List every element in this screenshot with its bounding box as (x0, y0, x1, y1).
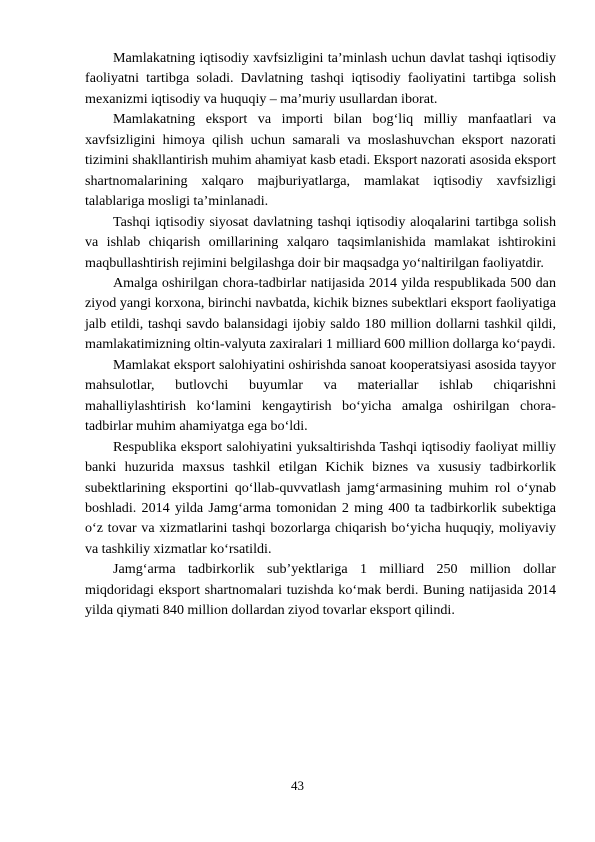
paragraph-5: Mamlakat eksport salohiyatini oshirishda sanoat kooperatsiyasi asosida tayyor mahsulotlar, butlovchi buyumlar va materiallar ishlab chiqarishni mahalliylashtirish ko‘lamini kengaytirish bo‘yicha amalga oshirilgan chora-tadbirlar muhim ahamiyatga ega bo‘ldi. (85, 356, 556, 435)
paragraph-1: Mamlakatning iqtisodiy xavfsizligini taʼminlash uchun davlat tashqi iqtisodiy faoliyatni tartibga soladi. Davlatning tashqi iqtisodiy faoliyatini tartibga solish mexanizmi iqtisodiy va huquqiy – maʼmuriy usullardan iborat. (85, 50, 556, 107)
paragraph-7: Jamg‘arma tadbirkorlik subʼyektlariga 1 milliard 250 million dollar miqdoridagi eksport shartnomalari tuzishda ko‘mak berdi. Buning natijasida 2014 yilda qiymati 840 million dollardan ziyod tovarlar eksport qilindi. (85, 561, 556, 619)
paragraph-6: Respublika eksport salohiyatini yuksaltirishda Tashqi iqtisodiy faoliyat milliy banki huzurida maxsus tashkil etilgan Kichik biznes va xususiy tadbirkorlik subektlarining eksportini qo‘llab-quvvatlash jamg‘armasining muhim rol o‘ynab boshladi. 2014 yilda Jamg‘arma tomonidan 2 ming 400 ta tadbirkorlik subektiga o‘z tovar va xizmatlarini tashqi bozorlarga chiqarish bo‘yicha huquqiy, moliyaviy va tashkiliy xizmatlar ko‘rsatildi. (85, 438, 556, 557)
paragraph-2: Mamlakatning eksport va importi bilan bog‘liq milliy manfaatlari va xavfsizligini himoya qilish uchun samarali va moslashuvchan eksport nazorati tizimini shakllantirish muhim ahamiyat kasb etadi. Eksport nazorati asosida eksport shartnomalarining xalqaro majburiyatlarga, mamlakat iqtisodiy xavfsizligi talablariga mosligi taʼminlanadi. (85, 111, 556, 210)
paragraph-3: Tashqi iqtisodiy siyosat davlatning tashqi iqtisodiy aloqalarini tartibga solish va ishlab chiqarish omillarining xalqaro taqsimlanishida mamlakat ishtirokini maqbullashtirish rejimini belgilashga doir bir maqsadga yo‘naltirilgan faoliyatdir. (85, 213, 556, 271)
page-number: 43 (291, 778, 304, 793)
paragraph-4: Amalga oshirilgan chora-tadbirlar natijasida 2014 yilda respublikada 500 dan ziyod yangi korxona, birinchi navbatda, kichik biznes subektlari eksport faoliyatiga jalb etildi, tashqi savdo balansidagi ijobiy saldo 180 million dollarni tashkil qildi, mamlakatimizning oltin-valyuta zaxiralari 1 milliard 600 million dollarga ko‘paydi. (85, 274, 556, 353)
document-body (85, 48, 556, 621)
